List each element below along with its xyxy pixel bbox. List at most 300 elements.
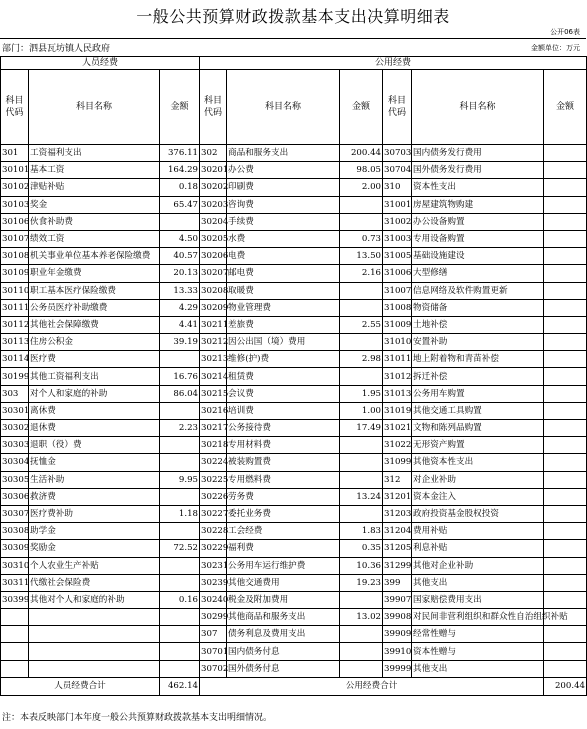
cell-name: 电费: [227, 248, 340, 265]
cell-amount: [160, 351, 200, 368]
cell-code: 30213: [200, 351, 227, 368]
cell-name: 其他交通费用: [227, 574, 340, 591]
cell-code: 30311: [1, 574, 29, 591]
cell-name: 邮电费: [227, 265, 340, 282]
cell-code: 30208: [200, 282, 227, 299]
cell-code: 30202: [200, 179, 227, 196]
cell-code: 31201: [383, 488, 412, 505]
cell-name: 资本性支出: [412, 179, 544, 196]
department-label: 部门：泗县瓦坊镇人民政府: [2, 44, 111, 54]
cell-name: 代缴社会保险费: [29, 574, 160, 591]
cell-name: 办公费: [227, 162, 340, 179]
cell-name: 退休费: [29, 420, 160, 437]
cell-code: 30108: [1, 248, 29, 265]
cell-code: 30224: [200, 454, 227, 471]
cell-code: 30304: [1, 454, 29, 471]
cell-amount: [160, 557, 200, 574]
cell-name: 政府投资基金股权投资: [412, 505, 544, 522]
cell-amount: [340, 196, 383, 213]
cell-amount: [544, 574, 587, 591]
cell-name: 公务接待费: [227, 420, 340, 437]
cell-name: 抚恤金: [29, 454, 160, 471]
page-title: 一般公共预算财政拨款基本支出决算明细表: [136, 7, 450, 26]
cell-code: 31021: [383, 420, 412, 437]
cell-name: 债务利息及费用支出: [227, 626, 340, 643]
cell-amount: [160, 523, 200, 540]
cell-code: 30111: [1, 299, 29, 316]
cell-amount: [340, 643, 383, 660]
cell-amount: [544, 488, 587, 505]
cell-name: 取暖费: [227, 282, 340, 299]
cell-code: 30305: [1, 471, 29, 488]
cell-name: 专用材料费: [227, 437, 340, 454]
cell-name: 土地补偿: [412, 316, 544, 333]
table-row: [1, 574, 587, 591]
cell-code: 30203: [200, 196, 227, 213]
cell-name: 印刷费: [227, 179, 340, 196]
unit-label: 金额单位：万元: [531, 44, 580, 52]
cell-name: 物资储备: [412, 299, 544, 316]
cell-code: 31204: [383, 523, 412, 540]
cell-amount: 40.57: [160, 248, 200, 265]
cell-code: 30102: [1, 179, 29, 196]
cell-name: [29, 660, 160, 677]
divider: [0, 38, 586, 39]
cell-name: 安置补助: [412, 334, 544, 351]
table-row: [1, 248, 587, 265]
cell-amount: 98.05: [340, 162, 383, 179]
cell-amount: 4.50: [160, 230, 200, 247]
cell-name: 租赁费: [227, 368, 340, 385]
cell-amount: 9.95: [160, 471, 200, 488]
cell-amount: [340, 213, 383, 230]
cell-name: 救济费: [29, 488, 160, 505]
cell-code: 31006: [383, 265, 412, 282]
cell-amount: [544, 368, 587, 385]
cell-amount: [544, 162, 587, 179]
table-row: [1, 660, 587, 677]
cell-amount: [160, 213, 200, 230]
cell-name: 培训费: [227, 402, 340, 419]
cell-amount: 65.47: [160, 196, 200, 213]
cell-name: 其他对个人和家庭的补助: [29, 591, 160, 608]
cell-amount: 4.41: [160, 316, 200, 333]
cell-name: 水费: [227, 230, 340, 247]
cell-code: 30299: [200, 609, 227, 626]
cell-name: 国外债务发行费用: [412, 162, 544, 179]
cell-name: 劳务费: [227, 488, 340, 505]
table-row: [1, 282, 587, 299]
cell-name: 离休费: [29, 402, 160, 419]
cell-amount: 1.00: [340, 402, 383, 419]
cell-code: 30206: [200, 248, 227, 265]
table-row: [1, 420, 587, 437]
cell-code: 30240: [200, 591, 227, 608]
cell-amount: 1.95: [340, 385, 383, 402]
cell-name: 公务用车运行维护费: [227, 557, 340, 574]
cell-name: [29, 626, 160, 643]
cell-name: 无形资产购置: [412, 437, 544, 454]
cell-code: 301: [1, 145, 29, 162]
cell-code: 39909: [383, 626, 412, 643]
cell-code: 399: [383, 574, 412, 591]
table-row: [1, 213, 587, 230]
cell-amount: 39.19: [160, 334, 200, 351]
cell-name: 个人农业生产补贴: [29, 557, 160, 574]
cell-code: 30310: [1, 557, 29, 574]
table-row: [1, 196, 587, 213]
cell-name: 福利费: [227, 540, 340, 557]
cell-amount: 72.52: [160, 540, 200, 557]
cell-name: 基本工资: [29, 162, 160, 179]
cell-name: 专用设备购置: [412, 230, 544, 247]
cell-name: 税金及附加费用: [227, 591, 340, 608]
header-amount: 金额: [160, 70, 200, 145]
cell-code: 30107: [1, 230, 29, 247]
cell-amount: [340, 282, 383, 299]
cell-amount: [160, 626, 200, 643]
cell-amount: [544, 196, 587, 213]
cell-amount: 0.73: [340, 230, 383, 247]
cell-code: 30114: [1, 351, 29, 368]
cell-code: 30204: [200, 213, 227, 230]
cell-name: 会议费: [227, 385, 340, 402]
cell-code: 30113: [1, 334, 29, 351]
cell-code: 39999: [383, 660, 412, 677]
cell-name: 资本金注入: [412, 488, 544, 505]
cell-code: 30110: [1, 282, 29, 299]
cell-code: 30209: [200, 299, 227, 316]
cell-name: 其他支出: [412, 660, 544, 677]
cell-code: 31008: [383, 299, 412, 316]
cell-name: 生活补助: [29, 471, 160, 488]
public-total-value: 200.44: [544, 677, 587, 695]
cell-code: 30306: [1, 488, 29, 505]
table-row: [1, 437, 587, 454]
cell-amount: [544, 471, 587, 488]
section-public: 公用经费: [200, 57, 587, 70]
table-row: [1, 454, 587, 471]
cell-code: 30703: [383, 145, 412, 162]
cell-amount: 16.76: [160, 368, 200, 385]
cell-code: 31011: [383, 351, 412, 368]
cell-name: 信息网络及软件购置更新: [412, 282, 544, 299]
cell-name: 职业年金缴费: [29, 265, 160, 282]
cell-name: 房屋建筑物购建: [412, 196, 544, 213]
table-row: [1, 162, 587, 179]
cell-code: 31203: [383, 505, 412, 522]
personnel-total-value: 462.14: [160, 677, 200, 695]
expenditure-table: [0, 56, 587, 696]
footnote: 注：本表反映部门本年度一般公共预算财政拨款基本支出明细情况。: [2, 713, 273, 723]
table-row: [1, 626, 587, 643]
cell-amount: [544, 454, 587, 471]
cell-name: 国内债务付息: [227, 643, 340, 660]
cell-name: 咨询费: [227, 196, 340, 213]
cell-amount: [340, 437, 383, 454]
cell-amount: 20.13: [160, 265, 200, 282]
table-row: [1, 299, 587, 316]
cell-name: 公务员医疗补助缴费: [29, 299, 160, 316]
cell-code: [1, 609, 29, 626]
table-row: [1, 609, 587, 626]
header-code: 科目代码: [200, 70, 227, 145]
cell-amount: 0.18: [160, 179, 200, 196]
cell-amount: [544, 385, 587, 402]
cell-code: 30228: [200, 523, 227, 540]
cell-name: 其他交通工具购置: [412, 402, 544, 419]
cell-amount: [544, 505, 587, 522]
cell-code: 31005: [383, 248, 412, 265]
cell-amount: 2.98: [340, 351, 383, 368]
cell-code: 30109: [1, 265, 29, 282]
cell-code: 30307: [1, 505, 29, 522]
cell-code: 31299: [383, 557, 412, 574]
table-row: [1, 540, 587, 557]
cell-code: 30217: [200, 420, 227, 437]
table-row: [1, 471, 587, 488]
cell-code: 30399: [1, 591, 29, 608]
cell-amount: 17.49: [340, 420, 383, 437]
cell-name: [29, 643, 160, 660]
cell-code: [1, 626, 29, 643]
cell-amount: [544, 145, 587, 162]
cell-amount: 10.36: [340, 557, 383, 574]
cell-code: 30226: [200, 488, 227, 505]
cell-name: 医疗费补助: [29, 505, 160, 522]
cell-amount: 13.33: [160, 282, 200, 299]
cell-code: 30212: [200, 334, 227, 351]
cell-name: 国内债务发行费用: [412, 145, 544, 162]
cell-amount: [340, 368, 383, 385]
cell-code: 30101: [1, 162, 29, 179]
cell-name: 办公设备购置: [412, 213, 544, 230]
cell-name: 国家赔偿费用支出: [412, 591, 544, 608]
cell-amount: 13.02: [340, 609, 383, 626]
cell-code: 30302: [1, 420, 29, 437]
header-name: 科目名称: [412, 70, 544, 145]
cell-name: 机关事业单位基本养老保险缴费: [29, 248, 160, 265]
cell-amount: [544, 660, 587, 677]
cell-amount: [544, 420, 587, 437]
cell-name: 拆迁补偿: [412, 368, 544, 385]
cell-code: 31007: [383, 282, 412, 299]
cell-amount: [160, 574, 200, 591]
cell-code: 30301: [1, 402, 29, 419]
cell-code: 31099: [383, 454, 412, 471]
cell-amount: [160, 402, 200, 419]
cell-code: [1, 660, 29, 677]
cell-code: 31022: [383, 437, 412, 454]
cell-code: 30701: [200, 643, 227, 660]
cell-name: 经常性赠与: [412, 626, 544, 643]
cell-code: 30106: [1, 213, 29, 230]
cell-code: 302: [200, 145, 227, 162]
cell-amount: 0.16: [160, 591, 200, 608]
cell-amount: [544, 299, 587, 316]
cell-name: 其他商品和服务支出: [227, 609, 340, 626]
cell-code: 30309: [1, 540, 29, 557]
cell-code: 30215: [200, 385, 227, 402]
table-row: [1, 591, 587, 608]
cell-amount: 1.18: [160, 505, 200, 522]
cell-name: 文物和陈列品购置: [412, 420, 544, 437]
cell-amount: [544, 540, 587, 557]
cell-name: 费用补贴: [412, 523, 544, 540]
cell-amount: 2.55: [340, 316, 383, 333]
cell-name: 其他对企业补助: [412, 557, 544, 574]
cell-name: 维修(护)费: [227, 351, 340, 368]
cell-name: [29, 609, 160, 626]
table-row: [1, 402, 587, 419]
cell-amount: 0.35: [340, 540, 383, 557]
cell-name: 住房公积金: [29, 334, 160, 351]
cell-amount: [160, 660, 200, 677]
cell-name: 其他资本性支出: [412, 454, 544, 471]
cell-name: 职工基本医疗保险缴费: [29, 282, 160, 299]
cell-amount: [340, 660, 383, 677]
cell-amount: [340, 626, 383, 643]
section-personnel: 人员经费: [1, 57, 200, 70]
cell-name: 公务用车购置: [412, 385, 544, 402]
cell-code: 31009: [383, 316, 412, 333]
cell-amount: [160, 609, 200, 626]
cell-code: 30225: [200, 471, 227, 488]
cell-code: 30239: [200, 574, 227, 591]
header-name: 科目名称: [29, 70, 160, 145]
cell-code: 31002: [383, 213, 412, 230]
cell-amount: [544, 591, 587, 608]
cell-name: 国外债务付息: [227, 660, 340, 677]
cell-amount: 164.29: [160, 162, 200, 179]
cell-code: 31001: [383, 196, 412, 213]
cell-name: 伙食补助费: [29, 213, 160, 230]
cell-amount: [160, 454, 200, 471]
cell-amount: 13.50: [340, 248, 383, 265]
cell-code: 30103: [1, 196, 29, 213]
cell-amount: 19.23: [340, 574, 383, 591]
table-row: [1, 179, 587, 196]
cell-amount: [340, 505, 383, 522]
cell-amount: [340, 471, 383, 488]
cell-name: 其他工资福利支出: [29, 368, 160, 385]
header-code: 科目代码: [383, 70, 412, 145]
cell-code: 31003: [383, 230, 412, 247]
cell-code: 30229: [200, 540, 227, 557]
cell-amount: [544, 230, 587, 247]
cell-name: 其他支出: [412, 574, 544, 591]
cell-name: 工资福利支出: [29, 145, 160, 162]
cell-code: 30112: [1, 316, 29, 333]
cell-amount: [340, 454, 383, 471]
cell-amount: 86.04: [160, 385, 200, 402]
cell-code: 39910: [383, 643, 412, 660]
cell-name: 对民间非营利组织和群众性自治组织补贴: [412, 609, 544, 626]
cell-code: 30214: [200, 368, 227, 385]
table-row: [1, 643, 587, 660]
cell-code: 31019: [383, 402, 412, 419]
cell-amount: [544, 557, 587, 574]
cell-name: 资本性赠与: [412, 643, 544, 660]
cell-amount: [544, 437, 587, 454]
cell-amount: [544, 179, 587, 196]
cell-name: 商品和服务支出: [227, 145, 340, 162]
cell-amount: [544, 523, 587, 540]
cell-amount: [544, 334, 587, 351]
cell-code: 39908: [383, 609, 412, 626]
cell-code: 30231: [200, 557, 227, 574]
cell-name: 绩效工资: [29, 230, 160, 247]
table-row: [1, 145, 587, 162]
cell-code: 30303: [1, 437, 29, 454]
cell-amount: 2.23: [160, 420, 200, 437]
cell-amount: 4.29: [160, 299, 200, 316]
cell-name: 物业管理费: [227, 299, 340, 316]
cell-name: 其他社会保障缴费: [29, 316, 160, 333]
cell-name: 差旅费: [227, 316, 340, 333]
cell-code: 30211: [200, 316, 227, 333]
cell-name: 被装购置费: [227, 454, 340, 471]
cell-code: 312: [383, 471, 412, 488]
table-row: [1, 385, 587, 402]
cell-code: 303: [1, 385, 29, 402]
table-row: [1, 316, 587, 333]
header-code: 科目代码: [1, 70, 29, 145]
cell-code: 39907: [383, 591, 412, 608]
cell-name: 因公出国（境）费用: [227, 334, 340, 351]
header-amount: 金额: [340, 70, 383, 145]
cell-code: 31012: [383, 368, 412, 385]
table-row: [1, 230, 587, 247]
cell-amount: 2.16: [340, 265, 383, 282]
cell-code: 30205: [200, 230, 227, 247]
table-row: [1, 265, 587, 282]
cell-code: 30704: [383, 162, 412, 179]
cell-name: 手续费: [227, 213, 340, 230]
cell-amount: [544, 626, 587, 643]
cell-name: 津贴补贴: [29, 179, 160, 196]
table-row: [1, 351, 587, 368]
cell-amount: 2.00: [340, 179, 383, 196]
cell-code: 30218: [200, 437, 227, 454]
personnel-total-label: 人员经费合计: [1, 677, 160, 695]
cell-amount: 1.83: [340, 523, 383, 540]
cell-code: 30216: [200, 402, 227, 419]
cell-name: 大型修缮: [412, 265, 544, 282]
cell-name: 专用燃料费: [227, 471, 340, 488]
table-row: [1, 368, 587, 385]
cell-code: [1, 643, 29, 660]
cell-amount: [544, 402, 587, 419]
cell-amount: [544, 351, 587, 368]
cell-amount: [544, 316, 587, 333]
cell-code: 31010: [383, 334, 412, 351]
cell-name: 奖励金: [29, 540, 160, 557]
table-row: [1, 505, 587, 522]
cell-name: 助学金: [29, 523, 160, 540]
cell-name: 退职（役）费: [29, 437, 160, 454]
cell-amount: [340, 591, 383, 608]
cell-amount: [544, 248, 587, 265]
cell-code: 30201: [200, 162, 227, 179]
cell-code: 30702: [200, 660, 227, 677]
cell-name: 地上附着物和青苗补偿: [412, 351, 544, 368]
header-name: 科目名称: [227, 70, 340, 145]
cell-amount: [544, 213, 587, 230]
cell-amount: [160, 437, 200, 454]
cell-amount: [340, 299, 383, 316]
cell-amount: 13.24: [340, 488, 383, 505]
